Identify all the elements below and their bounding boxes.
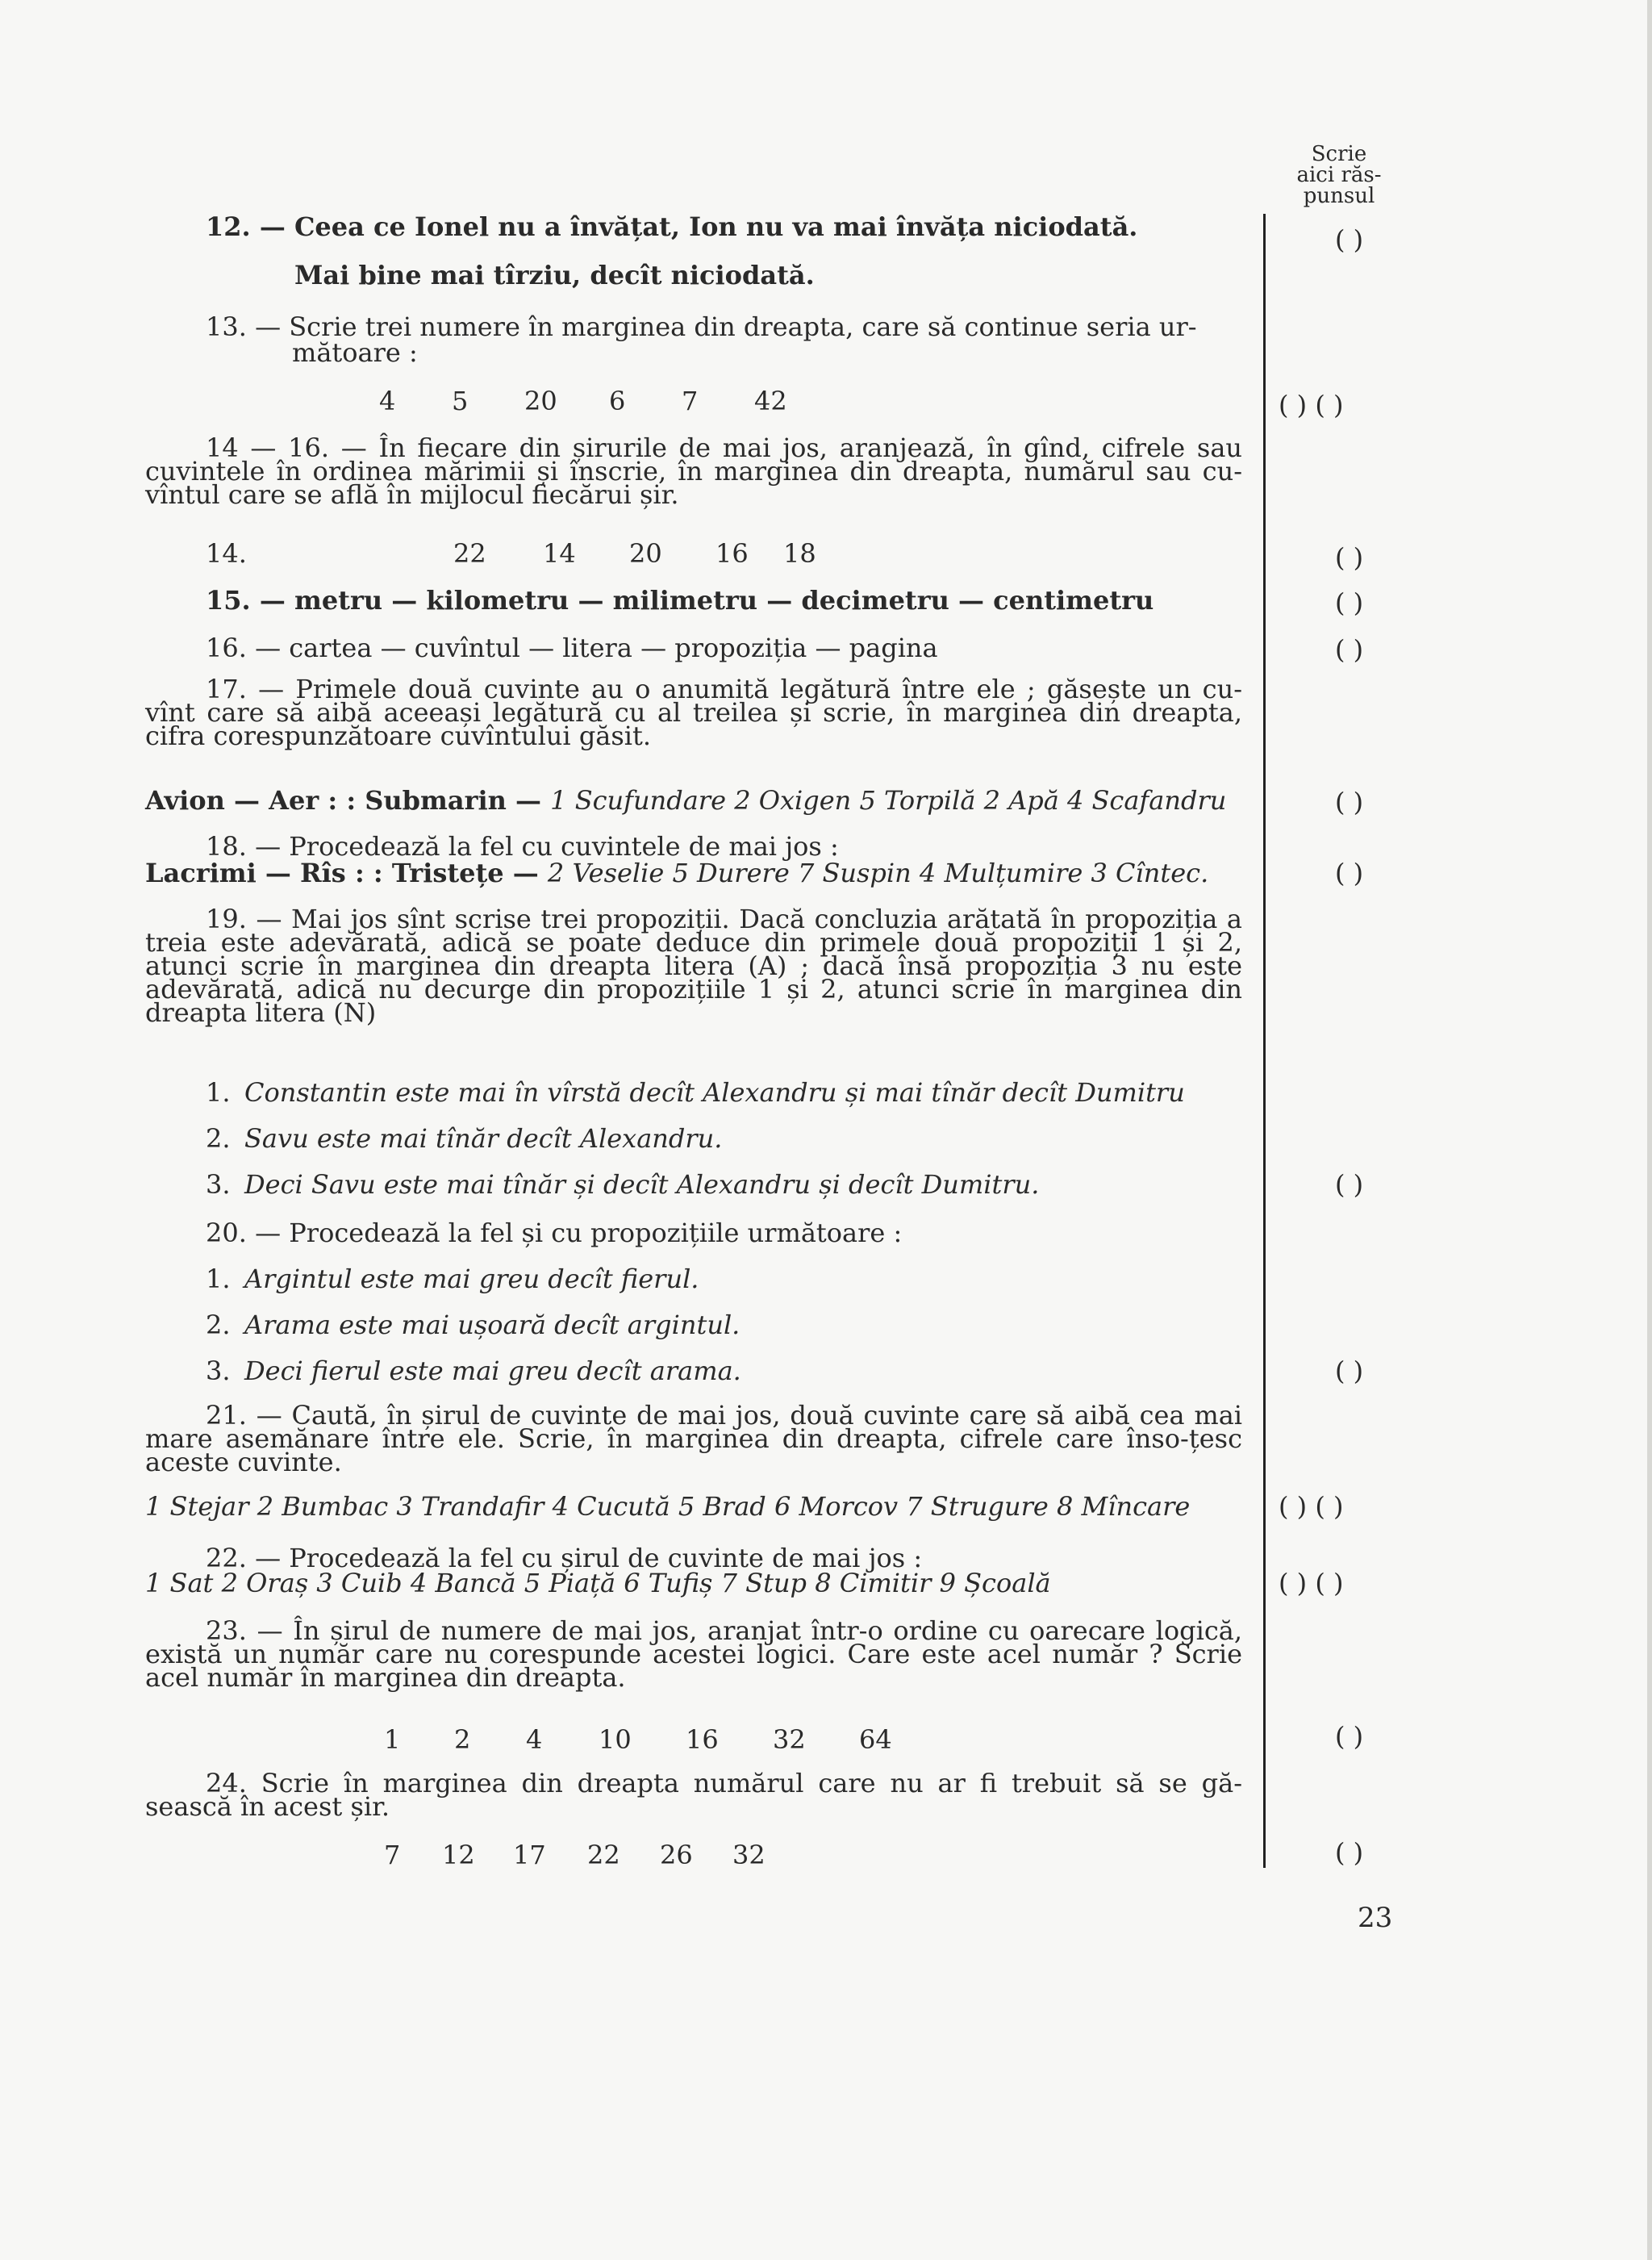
q20-line1: 20. — Procedează la fel și cu propozițiile următoare :: [206, 1218, 903, 1248]
q16-answer-box[interactable]: ( ): [1335, 634, 1364, 665]
q12-line1: 12. — Ceea ce Ionel nu a învățat, Ion nu va mai învăța niciodată.: [206, 211, 1138, 242]
q24-number-6: 32: [732, 1840, 766, 1870]
q14-number-2: 14: [543, 538, 576, 569]
q21-options: 1 Stejar 2 Bumbac 3 Trandafir 4 Cucută 5 Brad 6 Morcov 7 Strugure 8 Mîncare: [145, 1491, 1191, 1522]
q13-line2: mătoare :: [292, 337, 418, 368]
q18-options: 2 Veselie 5 Durere 7 Suspin 4 Mulțumire 3 Cîntec.: [547, 858, 1209, 888]
q20-s1-num: 1.: [206, 1264, 231, 1294]
q19-intro: 19. — Mai jos sînt scrise trei propoziții. Dacă concluzia arătată în propoziția a treia este adevărată, adică se poate deduce din primele două propoziții 1 și 2, atunci scrie în marginea din dreapta litera (A) ; dacă însă propoziția 3 nu este adevărată, adică nu decurge din propozițiile 1 și 2, atunci scrie în marginea din dreapta litera (N): [145, 904, 1242, 1028]
q19-statement-3: Deci Savu este mai tînăr și decît Alexandru și decît Dumitru.: [244, 1169, 1040, 1200]
q20-statement-3: Deci fierul este mai greu decît arama.: [244, 1356, 741, 1386]
page-number: 23: [1358, 1902, 1393, 1934]
q24-number-5: 26: [660, 1840, 693, 1870]
q23-number-3: 4: [526, 1724, 543, 1755]
q12-line2: Mai bine mai tîrziu, decît niciodată.: [294, 260, 815, 290]
q20-s2-num: 2.: [206, 1310, 231, 1340]
page-edge: [1647, 0, 1652, 2260]
q19-answer-box[interactable]: ( ): [1335, 1169, 1364, 1200]
q24-intro: 24. Scrie în marginea din dreapta numărul care nu ar fi trebuit să se gă-sească în acest șir.: [145, 1768, 1242, 1822]
q24-number-3: 17: [513, 1840, 546, 1870]
q20-statement-2: Arama este mai ușoară decît argintul.: [244, 1310, 740, 1340]
q13-number-1: 4: [379, 386, 396, 416]
q19-s2-num: 2.: [206, 1123, 231, 1154]
header-line-1: Scrie: [1311, 142, 1367, 166]
q16-text: 16. — cartea — cuvîntul — litera — propoziția — pagina: [206, 633, 938, 663]
q23-intro: 23. — În șirul de numere de mai jos, aranjat într-o ordine cu oarecare logică, există un număr care nu corespunde acestei logici. Care este acel număr ? Scrie acel număr în marginea din dreapta.: [145, 1615, 1242, 1693]
q19-s3-num: 3.: [206, 1169, 231, 1200]
q22-options: 1 Sat 2 Oraș 3 Cuib 4 Bancă 5 Piață 6 Tufiș 7 Stup 8 Cimitir 9 Școală: [145, 1568, 1051, 1598]
q14-number-4: 16: [715, 538, 749, 569]
q14-number-1: 22: [453, 538, 486, 569]
q24-number-1: 7: [384, 1840, 401, 1870]
q13-number-6: 42: [754, 386, 787, 416]
q17-intro: 17. — Primele două cuvinte au o anumită legătură între ele ; găsește un cu-vînt care să aibă aceeași legătură cu al treilea și scrie, în marginea din dreapta, cifra corespunzătoare cuvîntului găsit.: [145, 674, 1242, 751]
q22-line1: 22. — Procedează la fel cu șirul de cuvinte de mai jos :: [206, 1543, 923, 1573]
q24-answer-box[interactable]: ( ): [1335, 1837, 1364, 1868]
q20-s3-num: 3.: [206, 1356, 231, 1386]
q14-number-5: 18: [783, 538, 816, 569]
q20-answer-box[interactable]: ( ): [1335, 1356, 1364, 1386]
q13-line1: 13. — Scrie trei numere în marginea din dreapta, care să continue seria ur-: [206, 311, 1197, 342]
q17-answer-box[interactable]: ( ): [1335, 787, 1364, 817]
q13-number-2: 5: [452, 386, 469, 416]
q21-answer-boxes[interactable]: ( ) ( ): [1279, 1491, 1344, 1522]
q23-number-1: 1: [384, 1724, 401, 1755]
header-line-2: aici răs-: [1296, 163, 1382, 187]
q24-number-4: 22: [587, 1840, 620, 1870]
q23-answer-box[interactable]: ( ): [1335, 1721, 1364, 1752]
q14-number-3: 20: [629, 538, 662, 569]
q14-label: 14.: [206, 538, 247, 569]
q17-analogy-pair: Avion — Aer : : Submarin —: [145, 785, 551, 816]
q19-statement-2: Savu este mai tînăr decît Alexandru.: [244, 1123, 723, 1154]
q19-s1-num: 1.: [206, 1077, 231, 1108]
q15-answer-box[interactable]: ( ): [1335, 587, 1364, 618]
q12-answer-box[interactable]: ( ): [1335, 224, 1364, 255]
answer-column-header: [1295, 144, 1383, 207]
q18-analogy-pair: Lacrimi — Rîs : : Tristețe —: [145, 858, 548, 888]
q18-line1: 18. — Procedează la fel cu cuvintele de mai jos :: [206, 831, 839, 862]
q23-number-5: 16: [686, 1724, 719, 1755]
q21-intro: 21. — Caută, în șirul de cuvinte de mai jos, două cuvinte care să aibă cea mai mare asemănare între ele. Scrie, în marginea din dreapta, cifrele care înso-țesc aceste cuvinte.: [145, 1400, 1242, 1477]
q15-text: 15. — metru — kilometru — milimetru — decimetru — centimetru: [206, 585, 1154, 616]
q13-answer-boxes[interactable]: ( ) ( ): [1279, 390, 1344, 420]
q23-number-2: 2: [454, 1724, 471, 1755]
q23-number-7: 64: [859, 1724, 892, 1755]
q13-number-5: 7: [682, 386, 699, 416]
q23-number-6: 32: [773, 1724, 806, 1755]
answer-margin-line: [1263, 214, 1266, 1868]
q20-statement-1: Argintul este mai greu decît fierul.: [244, 1264, 699, 1294]
q13-number-3: 20: [524, 386, 557, 416]
q18-answer-box[interactable]: ( ): [1335, 858, 1364, 888]
q19-statement-1: Constantin este mai în vîrstă decît Alexandru și mai tînăr decît Dumitru: [244, 1077, 1185, 1108]
q22-answer-boxes[interactable]: ( ) ( ): [1279, 1568, 1344, 1598]
q23-number-4: 10: [599, 1724, 632, 1755]
q14-answer-box[interactable]: ( ): [1335, 542, 1364, 573]
q13-number-4: 6: [609, 386, 626, 416]
header-line-3: punsul: [1303, 184, 1375, 208]
q17-options: 1 Scufundare 2 Oxigen 5 Torpilă 2 Apă 4 Scafandru: [550, 785, 1227, 816]
q14-16-intro: 14 — 16. — În fiecare din șirurile de mai jos, aranjează, în gînd, cifrele sau cuvintele în ordinea mărimii și înscrie, în marginea din dreapta, numărul sau cu-vîntul care se află în mijlocul fiecărui șir.: [145, 432, 1242, 510]
q24-number-2: 12: [442, 1840, 475, 1870]
